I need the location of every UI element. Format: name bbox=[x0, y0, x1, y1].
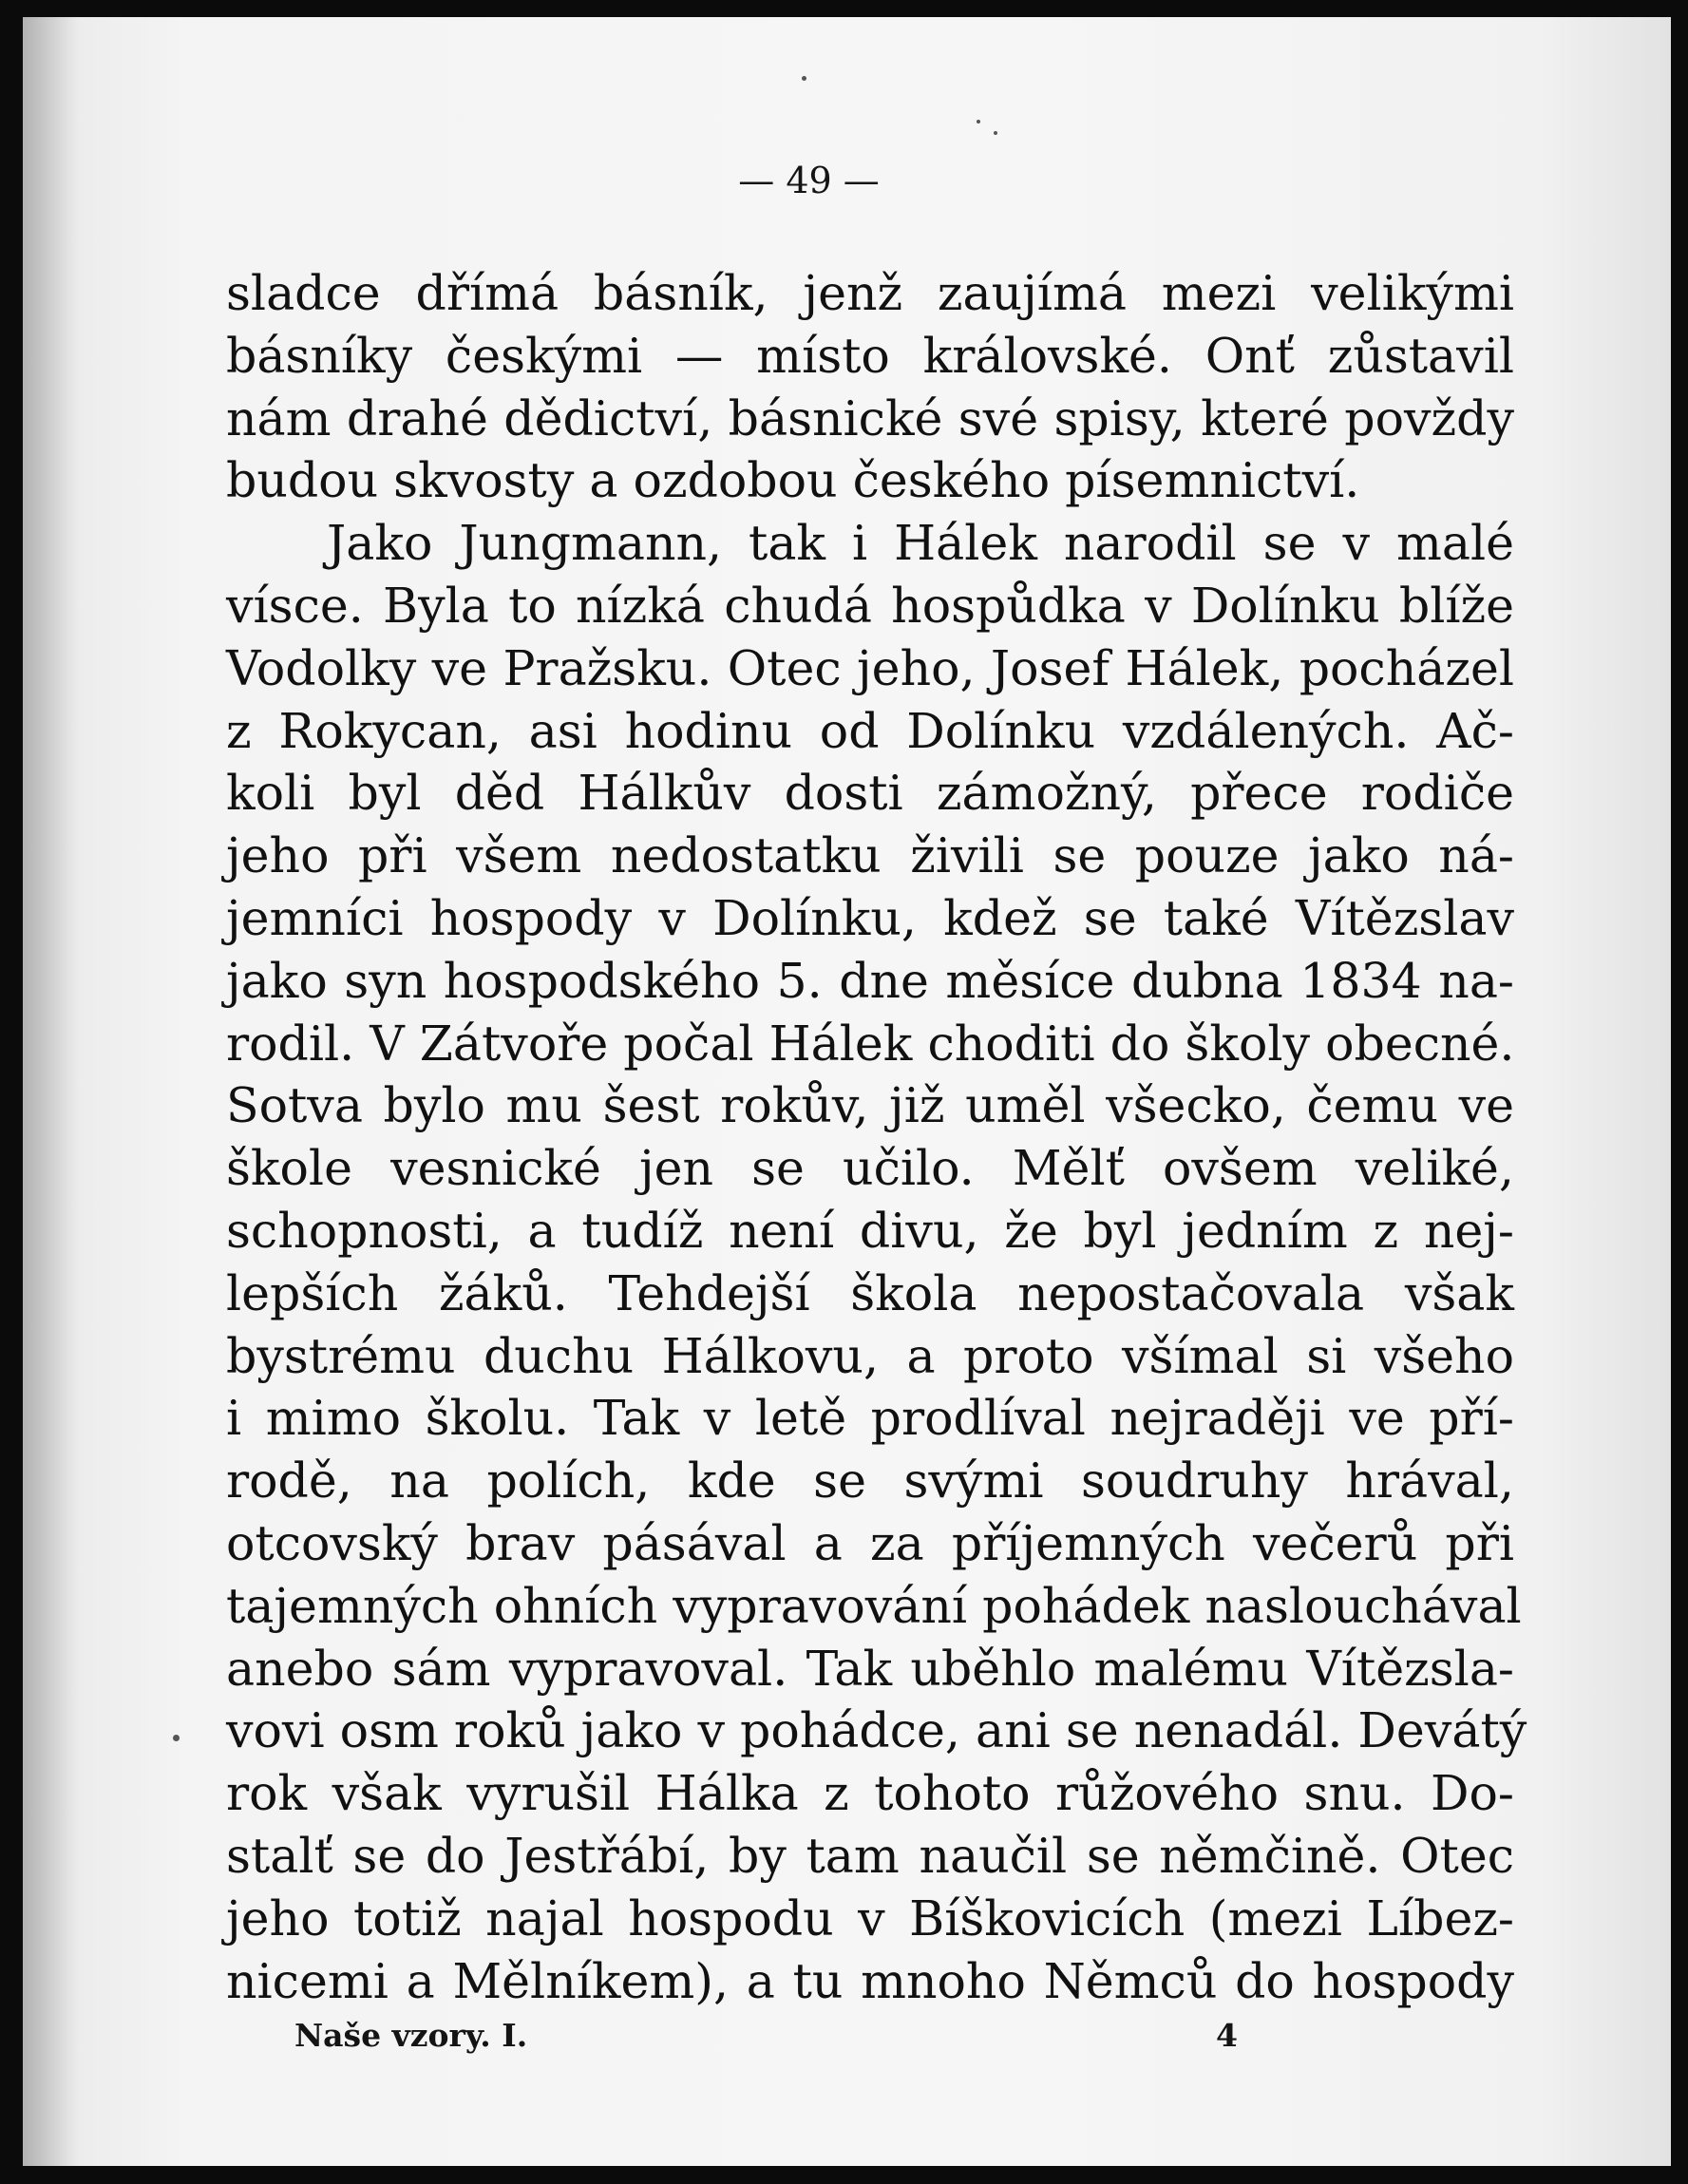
text-line: i mimo školu. Tak v letě prodlíval nejraději ve pří- bbox=[226, 1390, 1514, 1447]
text-line: Jako Jungmann, tak i Hálek narodil se v malé bbox=[327, 515, 1514, 572]
text-line: Sotva bylo mu šest rokův, již uměl všecko, čemu ve bbox=[226, 1077, 1514, 1134]
paper-speck bbox=[802, 76, 806, 81]
paper-speck bbox=[173, 1735, 180, 1741]
text-line: budou skvosty a ozdobou českého písemnictví. bbox=[226, 452, 1360, 509]
text-line: stalť se do Jestřábí, by tam naučil se němčině. Otec bbox=[226, 1827, 1514, 1884]
text-line: z Rokycan, asi hodinu od Dolínku vzdálených. Ač- bbox=[226, 702, 1514, 759]
text-line: anebo sám vypravoval. Tak uběhlo malému Vítězsla- bbox=[226, 1640, 1514, 1697]
text-line: otcovský brav pásával a za příjemných večerů při bbox=[226, 1514, 1514, 1571]
text-line: rodě, na polích, kde se svými soudruhy hrával, bbox=[226, 1453, 1514, 1510]
text-line: sladce dřímá básník, jenž zaujímá mezi velikými bbox=[226, 265, 1514, 321]
signature-number: 4 bbox=[1216, 2017, 1238, 2054]
text-line: koli byl děd Hálkův dosti zámožný, přece rodiče bbox=[226, 765, 1514, 822]
text-line: vísce. Byla to nízká chudá hospůdka v Dolínku blíže bbox=[226, 577, 1514, 634]
text-line: bystrému duchu Hálkovu, a proto všímal si všeho bbox=[226, 1327, 1514, 1384]
text-line: nám drahé dědictví, básnické své spisy, které povždy bbox=[226, 389, 1514, 446]
signature-mark: Naše vzory. I. bbox=[294, 2017, 528, 2054]
text-line: rok však vyrušil Hálka z tohoto růžového snu. Do- bbox=[226, 1765, 1514, 1822]
text-line: tajemných ohních vypravování pohádek naslouchával bbox=[226, 1577, 1522, 1634]
page-number: — 49 — bbox=[738, 160, 880, 201]
text-line: rodil. V Zátvoře počal Hálek choditi do školy obecné. bbox=[226, 1015, 1515, 1072]
text-line: lepších žáků. Tehdejší škola nepostačovala však bbox=[226, 1264, 1514, 1321]
page-footer bbox=[23, 2017, 1671, 2064]
text-line: schopnosti, a tudíž není divu, že byl jedním z nej- bbox=[226, 1202, 1514, 1259]
text-line: vovi osm roků jako v pohádce, ani se nenadál. Devátý bbox=[226, 1702, 1527, 1759]
paper-speck bbox=[994, 131, 997, 135]
text-line: jemníci hospody v Dolínku, kdež se také Vítězslav bbox=[226, 889, 1514, 946]
book-page bbox=[23, 17, 1671, 2166]
text-line: jako syn hospodského 5. dne měsíce dubna 1834 na- bbox=[226, 952, 1514, 1009]
text-line: škole vesnické jen se učilo. Mělť ovšem veliké, bbox=[226, 1140, 1514, 1197]
text-line: jeho při všem nedostatku živili se pouze jako ná- bbox=[226, 827, 1514, 884]
paper-speck bbox=[977, 120, 980, 123]
text-line: jeho totiž najal hospodu v Bíškovicích (mezi Líbez- bbox=[226, 1890, 1514, 1947]
text-line: Vodolky ve Pražsku. Otec jeho, Josef Hálek, pocházel bbox=[226, 639, 1514, 696]
body-text bbox=[226, 262, 1527, 2012]
text-line: básníky českými — místo královské. Onť zůstavil bbox=[226, 327, 1514, 384]
gutter-shadow bbox=[23, 17, 80, 2166]
text-line: nicemi a Mělníkem), a tu mnoho Němců do hospody bbox=[226, 1952, 1514, 2009]
